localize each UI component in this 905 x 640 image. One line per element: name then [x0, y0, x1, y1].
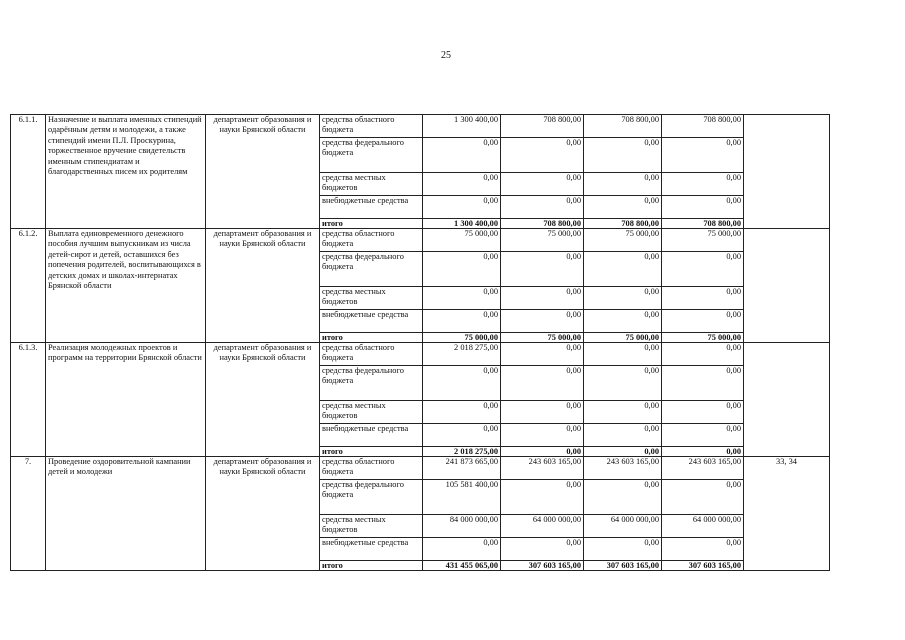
- funding-source-label: внебюджетные средства: [320, 538, 423, 561]
- indicator-reference: [744, 343, 830, 457]
- amount-cell: 0,00: [423, 310, 501, 333]
- amount-cell: 75 000,00: [662, 229, 744, 252]
- table-row: [11, 229, 830, 252]
- amount-cell: 0,00: [662, 310, 744, 333]
- amount-cell: 307 603 165,00: [662, 561, 744, 571]
- amount-cell: 75 000,00: [423, 229, 501, 252]
- amount-cell: 0,00: [584, 196, 662, 219]
- item-number: 7.: [11, 457, 46, 571]
- amount-cell: 0,00: [662, 196, 744, 219]
- budget-table: [10, 114, 830, 571]
- page-number: 25: [441, 50, 451, 61]
- amount-cell: 0,00: [584, 366, 662, 401]
- amount-cell: 105 581 400,00: [423, 480, 501, 515]
- amount-cell: 0,00: [501, 480, 584, 515]
- amount-cell: 0,00: [662, 138, 744, 173]
- amount-cell: 0,00: [501, 538, 584, 561]
- funding-source-label: средства федерального бюджета: [320, 366, 423, 401]
- item-name: Проведение оздоровительной кампании детей и молодежи: [46, 457, 206, 571]
- item-name: Назначение и выплата именных стипендий одарённым детям и молодежи, а также стипендий имени П.Л. Проскурина, торжественное вручение свидетельств именным стипендиатам и благодарственных писем их родителям: [46, 115, 206, 229]
- amount-cell: 75 000,00: [584, 229, 662, 252]
- item-department: департамент образования и науки Брянской области: [206, 115, 320, 229]
- amount-cell: 75 000,00: [501, 229, 584, 252]
- amount-cell: 0,00: [423, 173, 501, 196]
- amount-cell: 0,00: [584, 480, 662, 515]
- amount-cell: 708 800,00: [501, 219, 584, 229]
- amount-cell: 84 000 000,00: [423, 515, 501, 538]
- amount-cell: 0,00: [501, 173, 584, 196]
- amount-cell: 75 000,00: [584, 333, 662, 343]
- funding-source-label: средства федерального бюджета: [320, 480, 423, 515]
- amount-cell: 0,00: [662, 252, 744, 287]
- amount-cell: 0,00: [423, 196, 501, 219]
- amount-cell: 0,00: [662, 401, 744, 424]
- funding-source-label: внебюджетные средства: [320, 424, 423, 447]
- amount-cell: 243 603 165,00: [501, 457, 584, 480]
- amount-cell: 243 603 165,00: [584, 457, 662, 480]
- amount-cell: 708 800,00: [501, 115, 584, 138]
- funding-source-label: итого: [320, 333, 423, 343]
- amount-cell: 2 018 275,00: [423, 447, 501, 457]
- amount-cell: 0,00: [423, 287, 501, 310]
- amount-cell: 0,00: [584, 538, 662, 561]
- funding-source-label: средства местных бюджетов: [320, 401, 423, 424]
- amount-cell: 0,00: [501, 447, 584, 457]
- amount-cell: 708 800,00: [662, 115, 744, 138]
- amount-cell: 0,00: [501, 401, 584, 424]
- amount-cell: 708 800,00: [584, 219, 662, 229]
- amount-cell: 64 000 000,00: [501, 515, 584, 538]
- funding-source-label: средства федерального бюджета: [320, 138, 423, 173]
- item-number: 6.1.3.: [11, 343, 46, 457]
- amount-cell: 64 000 000,00: [584, 515, 662, 538]
- amount-cell: 243 603 165,00: [662, 457, 744, 480]
- funding-source-label: средства местных бюджетов: [320, 287, 423, 310]
- funding-source-label: средства областного бюджета: [320, 457, 423, 480]
- indicator-reference: [744, 229, 830, 343]
- item-name: Выплата единовременного денежного пособия лучшим выпускникам из числа детей-сирот и детей, оставшихся без попечения родителей, воспитывающихся в детских домах и школах-интернатах Брянской области: [46, 229, 206, 343]
- funding-source-label: итого: [320, 447, 423, 457]
- amount-cell: 0,00: [501, 196, 584, 219]
- amount-cell: 0,00: [662, 424, 744, 447]
- amount-cell: 0,00: [423, 138, 501, 173]
- amount-cell: 0,00: [584, 173, 662, 196]
- amount-cell: 0,00: [423, 538, 501, 561]
- amount-cell: 2 018 275,00: [423, 343, 501, 366]
- item-name: Реализация молодежных проектов и программ на территории Брянской области: [46, 343, 206, 457]
- amount-cell: 1 300 400,00: [423, 115, 501, 138]
- indicator-reference: 33, 34: [744, 457, 830, 571]
- indicator-reference: [744, 115, 830, 229]
- funding-source-label: средства местных бюджетов: [320, 173, 423, 196]
- amount-cell: 0,00: [662, 480, 744, 515]
- amount-cell: 0,00: [662, 173, 744, 196]
- item-number: 6.1.1.: [11, 115, 46, 229]
- amount-cell: 75 000,00: [662, 333, 744, 343]
- amount-cell: 0,00: [584, 424, 662, 447]
- funding-source-label: средства федерального бюджета: [320, 252, 423, 287]
- amount-cell: 0,00: [662, 343, 744, 366]
- amount-cell: 0,00: [501, 366, 584, 401]
- amount-cell: 0,00: [501, 138, 584, 173]
- amount-cell: 0,00: [584, 310, 662, 333]
- amount-cell: 0,00: [662, 366, 744, 401]
- table-row: [11, 457, 830, 480]
- table-row: [11, 343, 830, 366]
- amount-cell: 75 000,00: [423, 333, 501, 343]
- amount-cell: 0,00: [423, 366, 501, 401]
- amount-cell: 0,00: [501, 343, 584, 366]
- table-row: [11, 115, 830, 138]
- amount-cell: 307 603 165,00: [501, 561, 584, 571]
- budget-table-body: [11, 115, 830, 571]
- funding-source-label: средства областного бюджета: [320, 343, 423, 366]
- amount-cell: 0,00: [584, 252, 662, 287]
- amount-cell: 0,00: [584, 447, 662, 457]
- amount-cell: 431 455 065,00: [423, 561, 501, 571]
- amount-cell: 0,00: [501, 287, 584, 310]
- amount-cell: 0,00: [584, 343, 662, 366]
- item-department: департамент образования и науки Брянской области: [206, 343, 320, 457]
- amount-cell: 0,00: [423, 401, 501, 424]
- amount-cell: 0,00: [662, 287, 744, 310]
- amount-cell: 708 800,00: [584, 115, 662, 138]
- funding-source-label: средства местных бюджетов: [320, 515, 423, 538]
- item-number: 6.1.2.: [11, 229, 46, 343]
- amount-cell: 708 800,00: [662, 219, 744, 229]
- amount-cell: 0,00: [423, 424, 501, 447]
- amount-cell: 75 000,00: [501, 333, 584, 343]
- amount-cell: 307 603 165,00: [584, 561, 662, 571]
- amount-cell: 0,00: [662, 447, 744, 457]
- item-department: департамент образования и науки Брянской области: [206, 457, 320, 571]
- item-department: департамент образования и науки Брянской области: [206, 229, 320, 343]
- amount-cell: 0,00: [423, 252, 501, 287]
- funding-source-label: внебюджетные средства: [320, 310, 423, 333]
- amount-cell: 0,00: [662, 538, 744, 561]
- amount-cell: 64 000 000,00: [662, 515, 744, 538]
- amount-cell: 0,00: [501, 310, 584, 333]
- amount-cell: 241 873 665,00: [423, 457, 501, 480]
- amount-cell: 0,00: [501, 252, 584, 287]
- amount-cell: 0,00: [501, 424, 584, 447]
- amount-cell: 0,00: [584, 287, 662, 310]
- funding-source-label: итого: [320, 561, 423, 571]
- funding-source-label: внебюджетные средства: [320, 196, 423, 219]
- funding-source-label: средства областного бюджета: [320, 229, 423, 252]
- funding-source-label: средства областного бюджета: [320, 115, 423, 138]
- amount-cell: 1 300 400,00: [423, 219, 501, 229]
- amount-cell: 0,00: [584, 138, 662, 173]
- funding-source-label: итого: [320, 219, 423, 229]
- amount-cell: 0,00: [584, 401, 662, 424]
